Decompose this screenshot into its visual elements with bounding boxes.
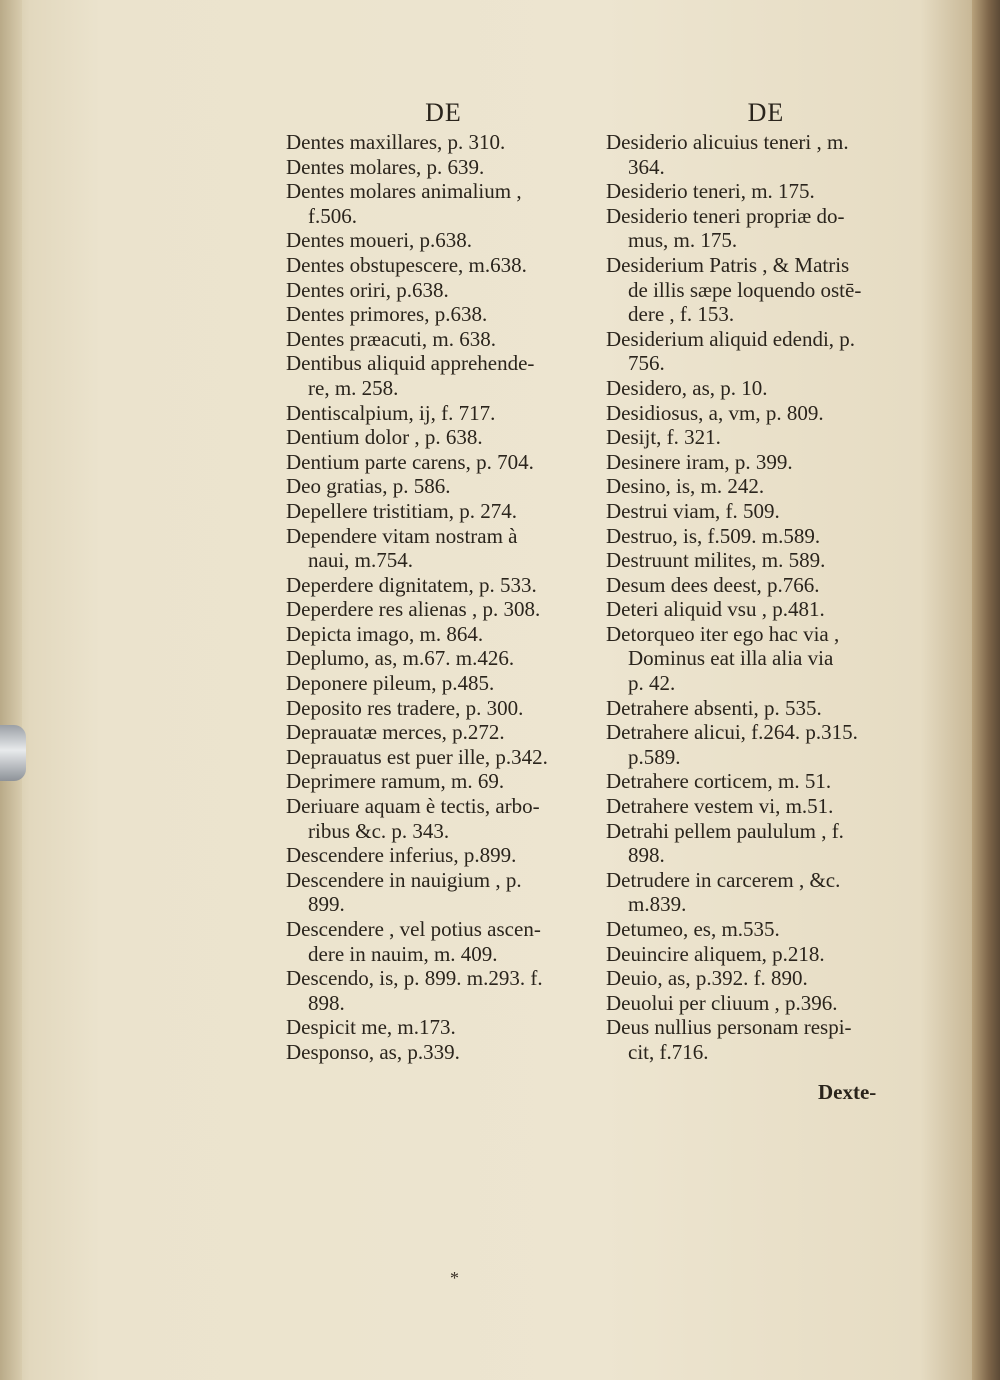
entry: Deus nullius personam respi- cit, f.716. <box>606 1015 852 1064</box>
entry: Detrudere in carcerem , &c. m.839. <box>606 867 841 917</box>
entry: Dentibus aliquid apprehende- re, m. 258. <box>286 351 535 400</box>
entry: Descendere , vel potius ascen- dere in nauim, m. 409. <box>286 917 541 966</box>
entry: Dentes obstupescere, m.638. <box>286 252 527 277</box>
entry: Desiderium aliquid edendi, p. 756. <box>606 326 856 376</box>
page-edge <box>972 0 1000 1380</box>
entry: Dentes præacuti, m. 638. <box>286 326 496 351</box>
entry: Dentes moueri, p.638. <box>286 228 473 253</box>
entry: Dentes molares, p. 639. <box>286 154 485 179</box>
entry: Desino, is, m. 242. <box>606 474 765 499</box>
entry: Desidero, as, p. 10. <box>606 375 768 400</box>
entry: Despicit me, m.173. <box>286 1015 456 1040</box>
entry: Detrahere vestem vi, m.51. <box>606 794 834 819</box>
signature-mark: * <box>450 1268 459 1288</box>
entry: Deteri aliquid vsu , p.481. <box>606 597 825 622</box>
entry: Dentes primores, p.638. <box>286 302 488 327</box>
entry: Desiderium Patris , & Matris de illis sæpe loquendo ostē- dere , f. 153. <box>606 252 862 327</box>
entry: Dentium parte carens, p. 704. <box>286 449 534 474</box>
entry: Dentium dolor , p. 638. <box>286 425 483 450</box>
entry: Desponso, as, p.339. <box>286 1039 460 1064</box>
left-column <box>286 96 601 1065</box>
right-column <box>606 96 926 1065</box>
entry: Deuolui per cliuum , p.396. <box>606 990 838 1015</box>
entry: Dependere vitam nostram à naui, m.754. <box>286 523 518 573</box>
entry: Destrui viam, f. 509. <box>606 498 780 523</box>
entry: Deperdere res alienas , p. 308. <box>286 597 541 622</box>
entry: Deuincire aliquem, p.218. <box>606 941 825 966</box>
entry: Detrahere corticem, m. 51. <box>606 769 832 794</box>
left-heading: DE <box>425 98 462 127</box>
entry: Desinere iram, p. 399. <box>606 449 793 474</box>
entry: Destruo, is, f.509. m.589. <box>606 523 821 548</box>
entry: Detumeo, es, m.535. <box>606 917 780 941</box>
entry: Desiderio teneri propriæ do- mus, m. 175. <box>606 203 845 253</box>
entry: Descendo, is, p. 899. m.293. f. 898. <box>286 966 543 1015</box>
entry: Desum dees deest, p.766. <box>606 572 820 597</box>
entry: Dentiscalpium, ij, f. 717. <box>286 400 496 425</box>
entry: Deuio, as, p.392. f. 890. <box>606 966 808 991</box>
entry: Desiderio alicuius teneri , m. 364. <box>606 130 849 179</box>
entry: Depellere tristitiam, p. 274. <box>286 498 517 523</box>
page-gutter <box>0 0 22 1380</box>
right-heading: DE <box>747 98 785 127</box>
catchword: Dexte- <box>818 1080 877 1104</box>
entry: Destruunt milites, m. 589. <box>606 548 826 573</box>
entry: Deprauatus est puer ille, p.342. <box>286 744 548 769</box>
entry: Desijt, f. 321. <box>606 425 721 450</box>
entry: Desiderio teneri, m. 175. <box>606 179 815 204</box>
entry: Descendere in nauigium , p. 899. <box>286 867 522 917</box>
entry: Detrahere alicui, f.264. p.315. p.589. <box>606 720 858 769</box>
entry: Detrahi pellem paululum , f. 898. <box>606 818 844 868</box>
entry: Dentes oriri, p.638. <box>286 277 449 302</box>
entry: Deprimere ramum, m. 69. <box>286 769 505 794</box>
entry: Deposito res tradere, p. 300. <box>286 695 524 720</box>
entry: Deprauatæ merces, p.272. <box>286 720 505 745</box>
entry: Detrahere absenti, p. 535. <box>606 695 822 720</box>
entry: Descendere inferius, p.899. <box>286 843 517 868</box>
entry: Deo gratias, p. 586. <box>286 474 451 499</box>
entry: Deplumo, as, m.67. m.426. <box>286 646 515 671</box>
entry: Deperdere dignitatem, p. 533. <box>286 572 537 597</box>
entry: Deriuare aquam è tectis, arbo- ribus &c. p. 343. <box>286 794 540 843</box>
entry: Desidiosus, a, vm, p. 809. <box>606 400 824 425</box>
entry: Detorqueo iter ego hac via , Dominus eat illa alia via p. 42. <box>606 621 840 696</box>
entry: Deponere pileum, p.485. <box>286 671 495 696</box>
entry: Dentes maxillares, p. 310. <box>286 130 506 154</box>
entry: Dentes molares animalium , f.506. <box>286 179 522 228</box>
entry: Depicta imago, m. 864. <box>286 621 484 646</box>
binding-clip <box>0 725 26 781</box>
